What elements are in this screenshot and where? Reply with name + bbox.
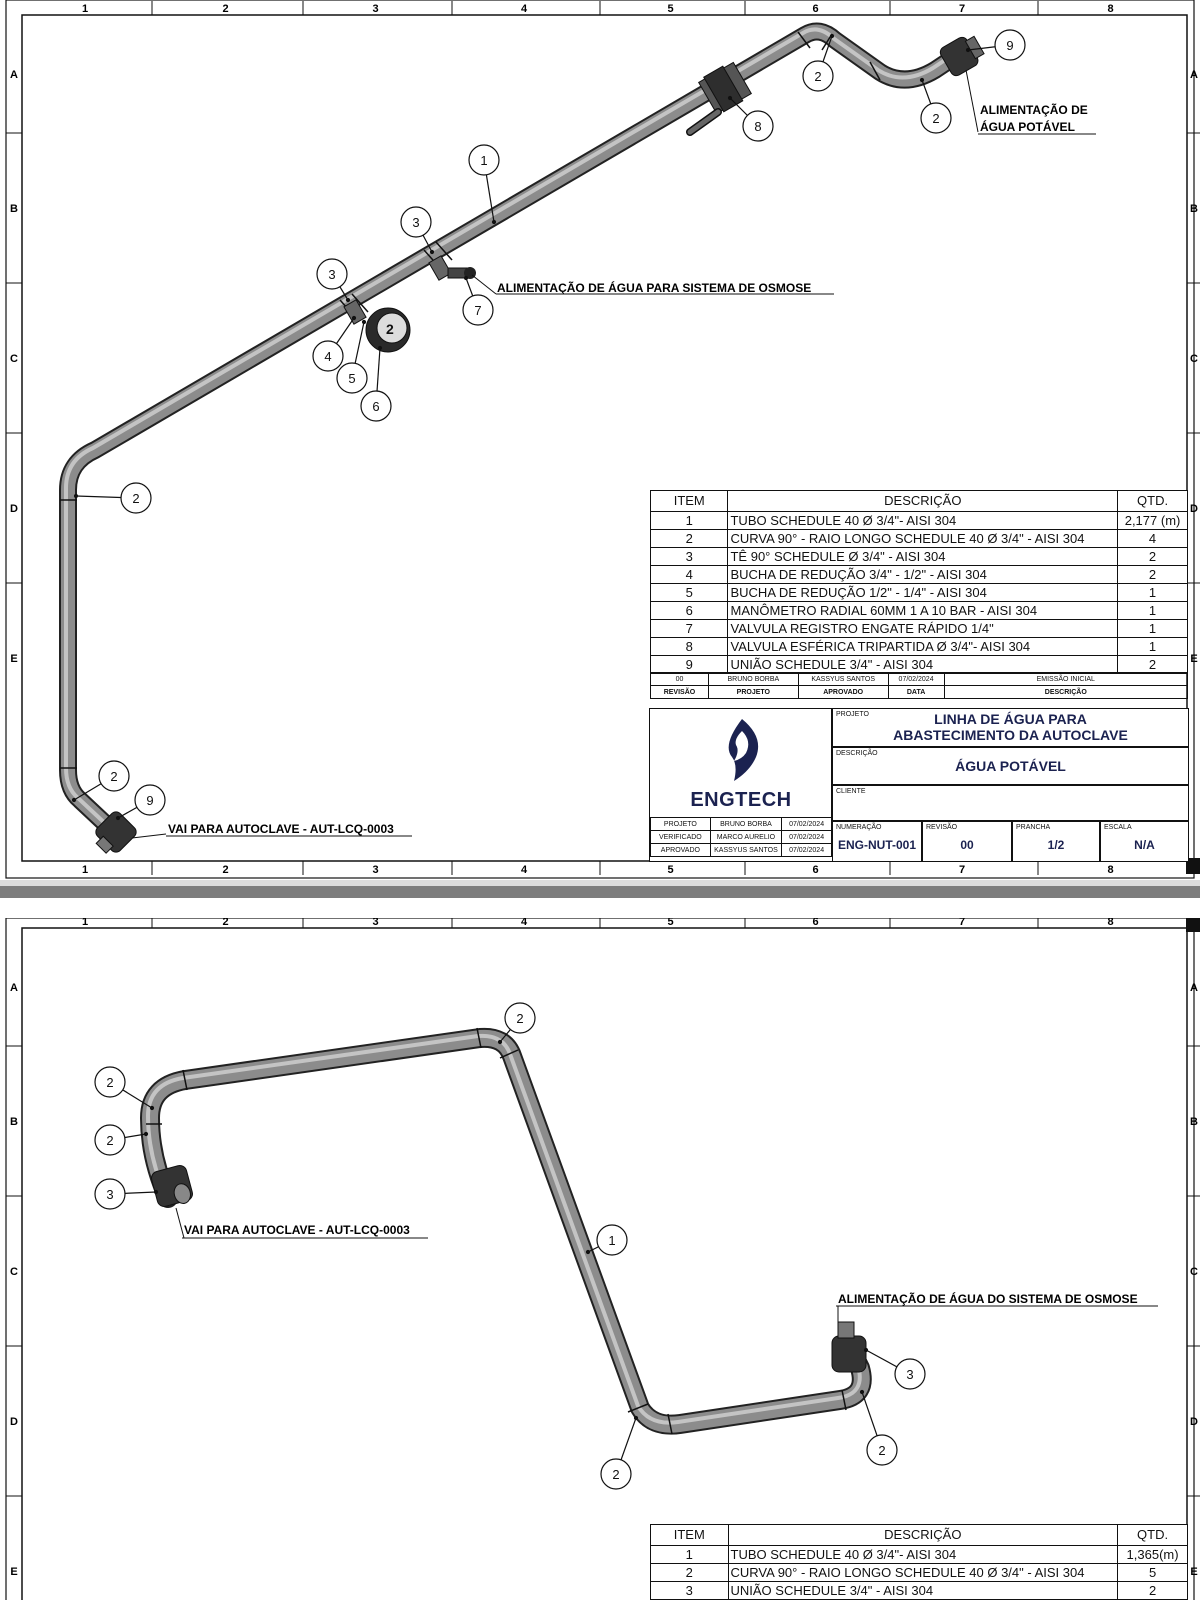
bom-item: 8 xyxy=(651,638,728,656)
escala-value: N/A xyxy=(1134,838,1155,852)
balloon-number: 1 xyxy=(480,153,488,168)
balloon-number: 2 xyxy=(932,111,940,126)
zone-col-label: 8 xyxy=(1107,3,1114,15)
rev-header: REVISÃO xyxy=(651,686,709,699)
rev-aprovado-value: KASSYUS SANTOS xyxy=(798,673,888,686)
zone-row-label: E xyxy=(1190,653,1198,665)
zone-col-label: 7 xyxy=(958,864,966,876)
bom-description: TUBO SCHEDULE 40 Ø 3/4"- AISI 304 xyxy=(728,512,1118,530)
bom-row xyxy=(651,638,1188,656)
rev-projeto-value: BRUNO BORBA xyxy=(708,673,798,686)
balloon-number: 2 xyxy=(110,769,118,784)
zone-col-label: 5 xyxy=(667,864,674,876)
balloon-number: 2 xyxy=(516,1011,524,1026)
rev-descricao-value: EMISSÃO INICIAL xyxy=(944,673,1187,686)
bom-description: UNIÃO SCHEDULE 3/4" - AISI 304 xyxy=(728,656,1118,674)
signoff-date: 07/02/2024 xyxy=(782,844,832,857)
prancha-cell xyxy=(1012,821,1100,861)
leader-dot xyxy=(151,1107,154,1110)
note-to-autoclave-text: VAI PARA AUTOCLAVE - AUT-LCQ-0003 xyxy=(184,1223,410,1237)
union-fittings xyxy=(150,1164,866,1372)
leader-dot xyxy=(75,495,78,498)
leader-dot xyxy=(861,1391,864,1394)
signoff-row xyxy=(651,818,832,831)
zone-row-label: E xyxy=(10,653,18,665)
rev-value: 00 xyxy=(651,673,709,686)
logo-cell xyxy=(650,709,832,817)
drawing-sheet-2 xyxy=(0,918,1200,1600)
zone-col-label: 8 xyxy=(1107,918,1114,928)
zone-col-label: 6 xyxy=(812,918,819,928)
svg-text:2: 2 xyxy=(386,321,394,337)
bom-description: UNIÃO SCHEDULE 3/4" - AISI 304 xyxy=(728,1582,1118,1600)
bom-header-desc: DESCRIÇÃO xyxy=(728,1525,1118,1546)
note-osmosis-feed-text: ALIMENTAÇÃO DE ÁGUA PARA SISTEMA DE OSMOSE xyxy=(497,281,812,295)
descricao-label: DESCRIÇÃO xyxy=(836,750,878,757)
descricao-cell xyxy=(832,747,1188,785)
balloon-number: 7 xyxy=(474,303,482,318)
projeto-label: PROJETO xyxy=(836,711,869,718)
bom-header-item: ITEM xyxy=(651,491,728,512)
balloon-number: 1 xyxy=(608,1233,616,1248)
escala-cell xyxy=(1100,821,1188,861)
revisao-label: REVISÃO xyxy=(926,824,958,831)
zone-col-label: 7 xyxy=(958,918,966,928)
zone-col-label: 6 xyxy=(812,864,819,876)
bom-row xyxy=(651,620,1188,638)
leader-dot xyxy=(865,1349,868,1352)
projeto-line1: LINHA DE ÁGUA PARA xyxy=(934,711,1087,727)
bom-description: BUCHA DE REDUÇÃO 3/4" - 1/2" - AISI 304 xyxy=(728,566,1118,584)
zone-row-label: A xyxy=(10,982,18,994)
leader-dot xyxy=(155,1191,158,1194)
prancha-value: 1/2 xyxy=(1047,838,1065,852)
descricao-value: ÁGUA POTÁVEL xyxy=(955,758,1066,774)
zone-row-label: D xyxy=(10,1416,18,1428)
inner-frame xyxy=(22,928,1187,1600)
bom-quantity: 5 xyxy=(1118,1564,1188,1582)
balloon-number: 9 xyxy=(146,793,154,808)
leader-dot xyxy=(587,1251,590,1254)
leader-dot xyxy=(499,1041,502,1044)
zone-row-label: D xyxy=(10,503,18,515)
numeracao-value: ENG-NUT-001 xyxy=(837,838,917,852)
zone-row-label: C xyxy=(10,353,18,365)
note-osmosis-feed xyxy=(472,275,834,295)
zone-col-label: 2 xyxy=(222,918,229,928)
balloon-number: 2 xyxy=(106,1075,114,1090)
zone-col-label: 1 xyxy=(81,864,89,876)
zone-col-label: 3 xyxy=(372,3,379,15)
escala-label: ESCALA xyxy=(1104,824,1132,831)
bom-item: 3 xyxy=(651,548,728,566)
bom-item: 2 xyxy=(651,1564,729,1582)
leader-dot xyxy=(117,817,120,820)
signoff-role: VERIFICADO xyxy=(651,831,711,844)
signoff-name: MARCO AURELIO xyxy=(710,831,781,844)
bom-quantity: 1 xyxy=(1118,584,1188,602)
bom-header-item: ITEM xyxy=(651,1525,729,1546)
rev-data-value: 07/02/2024 xyxy=(888,673,944,686)
zone-col-label: 5 xyxy=(667,3,674,15)
bom-item: 6 xyxy=(651,602,728,620)
leader-dot xyxy=(379,347,382,350)
signoff-row xyxy=(651,831,832,844)
note-to-autoclave-text: VAI PARA AUTOCLAVE - AUT-LCQ-0003 xyxy=(168,822,394,836)
zone-col-label: 8 xyxy=(1107,864,1114,876)
balloon-number: 3 xyxy=(906,1367,914,1382)
bom-quantity: 2 xyxy=(1118,656,1188,674)
sheet-separator xyxy=(0,886,1200,898)
zone-row-label: A xyxy=(1190,69,1198,81)
zone-row-label: C xyxy=(1190,1266,1198,1278)
zone-col-label: 1 xyxy=(81,918,89,928)
zone-col-label: 5 xyxy=(667,918,674,928)
note-osmosis-feed-text: ALIMENTAÇÃO DE ÁGUA DO SISTEMA DE OSMOSE xyxy=(838,1292,1138,1306)
signoff-date: 07/02/2024 xyxy=(782,818,832,831)
logo-text: ENGTECH xyxy=(690,789,792,811)
bom-description: CURVA 90° - RAIO LONGO SCHEDULE 40 Ø 3/4" - AISI 304 xyxy=(728,1564,1118,1582)
balloon-number: 2 xyxy=(612,1467,620,1482)
zone-row-label: B xyxy=(10,1116,18,1128)
revision-table xyxy=(650,672,1188,699)
zone-col-label: 1 xyxy=(81,3,89,15)
bom-item: 1 xyxy=(651,512,728,530)
zone-row-label: B xyxy=(1190,1116,1198,1128)
bom-quantity: 4 xyxy=(1118,530,1188,548)
zone-row-label: C xyxy=(10,1266,18,1278)
bom-row xyxy=(651,512,1188,530)
projeto-cell xyxy=(832,709,1188,747)
zone-col-label: 3 xyxy=(372,918,379,928)
note-to-autoclave xyxy=(176,1208,428,1238)
balloon-number: 3 xyxy=(106,1187,114,1202)
zone-row-label: B xyxy=(1190,203,1198,215)
bom-header-desc: DESCRIÇÃO xyxy=(728,491,1118,512)
leader-dot xyxy=(729,97,732,100)
note-to-autoclave xyxy=(132,822,412,838)
bom-row xyxy=(651,1546,1188,1564)
bill-of-materials xyxy=(650,1524,1188,1600)
zone-row-label: E xyxy=(1190,1566,1198,1578)
leader-dot xyxy=(431,251,434,254)
rev-aprovado-header: APROVADO xyxy=(798,686,888,699)
zone-col-label: 2 xyxy=(222,3,229,15)
cliente-cell xyxy=(832,785,1188,821)
signoff-table xyxy=(650,817,832,857)
bom-row xyxy=(651,530,1188,548)
bom-quantity: 1 xyxy=(1118,638,1188,656)
note-osmosis-feed xyxy=(836,1291,1158,1330)
engtech-logo-icon xyxy=(712,717,772,783)
bom-quantity: 2 xyxy=(1118,548,1188,566)
balloon-number: 8 xyxy=(754,119,762,134)
balloon-callouts xyxy=(73,30,1026,820)
bom-description: CURVA 90° - RAIO LONGO SCHEDULE 40 Ø 3/4" - AISI 304 xyxy=(728,530,1118,548)
bom-header-qty: QTD. xyxy=(1118,1525,1188,1546)
bom-description: VALVULA REGISTRO ENGATE RÁPIDO 1/4" xyxy=(728,620,1118,638)
balloon-number: 3 xyxy=(328,267,336,282)
leader-dot xyxy=(493,221,496,224)
bom-description: TUBO SCHEDULE 40 Ø 3/4"- AISI 304 xyxy=(728,1546,1118,1564)
sheet-2-drawing xyxy=(0,918,1200,1600)
bom-quantity: 1 xyxy=(1118,602,1188,620)
leader-dot xyxy=(921,79,924,82)
balloon-number: 2 xyxy=(106,1133,114,1148)
bom-item: 2 xyxy=(651,530,728,548)
bom-item: 7 xyxy=(651,620,728,638)
zone-col-label: 2 xyxy=(222,864,229,876)
zone-col-label: 6 xyxy=(812,3,819,15)
prancha-label: PRANCHA xyxy=(1016,824,1051,831)
note-feed-potable-line2: ÁGUA POTÁVEL xyxy=(980,120,1075,134)
bom-row xyxy=(651,1564,1188,1582)
bom-row xyxy=(651,566,1188,584)
note-feed-potable-line1: ALIMENTAÇÃO DE xyxy=(980,103,1088,117)
bom-quantity: 1,365(m) xyxy=(1118,1546,1188,1564)
balloon-number: 9 xyxy=(1006,38,1014,53)
bom-quantity: 1 xyxy=(1118,620,1188,638)
balloon-number: 5 xyxy=(348,371,356,386)
zone-col-label: 3 xyxy=(372,864,379,876)
bom-item: 3 xyxy=(651,1582,729,1600)
balloon-number: 2 xyxy=(878,1443,886,1458)
bom-row xyxy=(651,602,1188,620)
revisao-cell xyxy=(922,821,1012,861)
bom-item: 5 xyxy=(651,584,728,602)
balloon-number: 3 xyxy=(412,215,420,230)
zone-row-label: D xyxy=(1190,1416,1198,1428)
bom-row xyxy=(651,656,1188,674)
leader-dot xyxy=(73,799,76,802)
bom-quantity: 2 xyxy=(1118,566,1188,584)
bom-description: BUCHA DE REDUÇÃO 1/2" - 1/4" - AISI 304 xyxy=(728,584,1118,602)
leader-dot xyxy=(363,321,366,324)
bom-header-qty: QTD. xyxy=(1118,491,1188,512)
numeracao-label: NUMERAÇÃO xyxy=(836,824,882,831)
leader-dot xyxy=(347,299,350,302)
signoff-date: 07/02/2024 xyxy=(782,831,832,844)
bom-description: TÊ 90° SCHEDULE Ø 3/4" - AISI 304 xyxy=(728,548,1118,566)
zone-row-label: A xyxy=(1190,982,1198,994)
signoff-name: BRUNO BORBA xyxy=(710,818,781,831)
zone-col-label: 7 xyxy=(958,3,966,15)
zone-col-label: 4 xyxy=(520,3,528,15)
bom-item: 4 xyxy=(651,566,728,584)
pressure-gauge xyxy=(366,308,410,352)
cliente-label: CLIENTE xyxy=(836,788,866,795)
bom-row xyxy=(651,584,1188,602)
signoff-row xyxy=(651,844,832,857)
signoff-name: KASSYUS SANTOS xyxy=(710,844,781,857)
balloon-number: 6 xyxy=(372,399,380,414)
edge-mark xyxy=(1186,918,1200,932)
bom-row xyxy=(651,548,1188,566)
projeto-line2: ABASTECIMENTO DA AUTOCLAVE xyxy=(893,727,1128,743)
balloon-number: 4 xyxy=(324,349,332,364)
outer-frame xyxy=(6,918,1194,1600)
leader-dot xyxy=(353,317,356,320)
leader-dot xyxy=(465,277,468,280)
bom-description: MANÔMETRO RADIAL 60MM 1 A 10 BAR - AISI 304 xyxy=(728,602,1118,620)
signoff-role: PROJETO xyxy=(651,818,711,831)
bom-quantity: 2 xyxy=(1118,1582,1188,1600)
rev-data-header: DATA xyxy=(888,686,944,699)
balloon-number: 2 xyxy=(814,69,822,84)
bom-item: 9 xyxy=(651,656,728,674)
leader-dot xyxy=(831,35,834,38)
rev-descricao-header: DESCRIÇÃO xyxy=(944,686,1187,699)
leader-dot xyxy=(967,49,970,52)
bill-of-materials xyxy=(650,490,1188,674)
signoff-role: APROVADO xyxy=(651,844,711,857)
bom-row xyxy=(651,1582,1188,1600)
title-block xyxy=(649,708,1189,862)
zone-row-label: A xyxy=(10,69,18,81)
leader-dot xyxy=(145,1133,148,1136)
zone-col-label: 4 xyxy=(520,864,528,876)
zone-col-label: 4 xyxy=(520,918,528,928)
revisao-value: 00 xyxy=(960,838,974,852)
numeracao-cell xyxy=(832,821,922,861)
balloon-number: 2 xyxy=(132,491,140,506)
zone-row-label: B xyxy=(10,203,18,215)
bom-quantity: 2,177 (m) xyxy=(1118,512,1188,530)
zone-row-label: E xyxy=(10,1566,18,1578)
note-feed-potable xyxy=(966,70,1096,134)
leader-dot xyxy=(635,1417,638,1420)
bom-item: 1 xyxy=(651,1546,729,1564)
zone-row-label: D xyxy=(1190,503,1198,515)
rev-projeto-header: PROJETO xyxy=(708,686,798,699)
zone-row-label: C xyxy=(1190,353,1198,365)
bom-description: VALVULA ESFÉRICA TRIPARTIDA Ø 3/4"- AISI 304 xyxy=(728,638,1118,656)
